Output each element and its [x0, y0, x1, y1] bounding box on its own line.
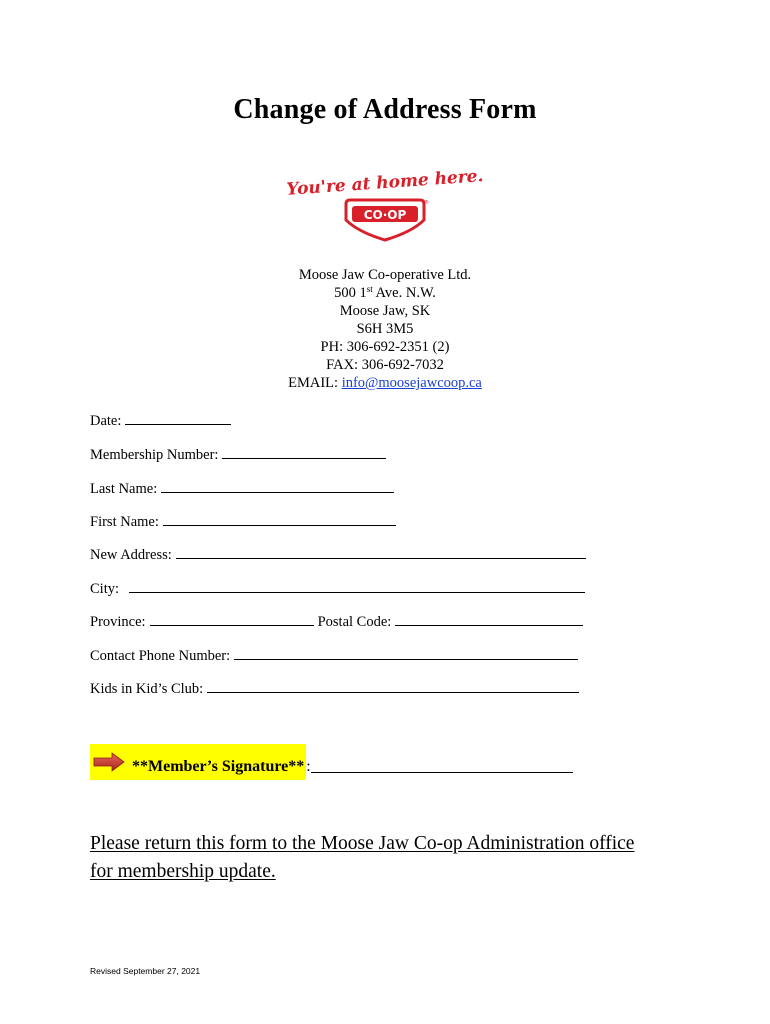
signature-label: **Member’s Signature** — [132, 758, 305, 775]
signature-field — [90, 744, 573, 780]
street-prefix: 500 1 — [334, 285, 367, 301]
fax-line: FAX: 306-692-7032 — [326, 357, 444, 373]
new-address-blank[interactable] — [176, 546, 586, 559]
contact-phone-blank[interactable] — [234, 647, 578, 660]
city-blank[interactable] — [129, 580, 585, 593]
street-address — [0, 284, 770, 302]
street-suffix: Ave. N.W. — [372, 285, 436, 301]
signature-blank[interactable] — [311, 771, 573, 773]
street-superscript: st — [366, 284, 373, 294]
kids-club-label: Kids in Kid’s Club: — [90, 681, 204, 697]
coop-badge-text: CO·OP — [363, 208, 407, 222]
new-address-label: New Address: — [90, 547, 172, 563]
contact-phone-label: Contact Phone Number: — [90, 648, 231, 664]
page-title: Change of Address Form — [233, 94, 537, 125]
city-field — [90, 580, 585, 598]
kids-club-field — [90, 680, 579, 698]
last-name-label: Last Name: — [90, 481, 158, 497]
email-label: EMAIL: — [288, 375, 342, 391]
first-name-field — [90, 513, 396, 531]
return-line-1: Please return this form to the Moose Jaw Co-op Administration office — [90, 833, 635, 854]
last-name-blank[interactable] — [161, 480, 394, 493]
first-name-label: First Name: — [90, 514, 159, 530]
organization-address — [0, 266, 770, 392]
postal-code-blank[interactable] — [395, 613, 583, 626]
coop-logo — [285, 160, 485, 242]
email-line — [0, 374, 770, 392]
email-link[interactable]: info@moosejawcoop.ca — [341, 375, 482, 391]
logo-tagline: You're at home here. — [285, 166, 485, 200]
first-name-blank[interactable] — [163, 513, 396, 526]
province-blank[interactable] — [150, 613, 314, 626]
province-label: Province: — [90, 614, 146, 630]
city-label: City: — [90, 581, 120, 597]
membership-number-blank[interactable] — [222, 446, 386, 459]
membership-number-label: Membership Number: — [90, 447, 219, 463]
date-blank[interactable] — [125, 412, 231, 425]
kids-club-blank[interactable] — [207, 680, 579, 693]
postal-code-label: Postal Code: — [317, 614, 392, 630]
phone-line: PH: 306-692-2351 (2) — [320, 339, 450, 355]
organization-name: Moose Jaw Co-operative Ltd. — [298, 267, 472, 283]
last-name-field — [90, 480, 394, 498]
revision-date: Revised September 27, 2021 — [90, 966, 201, 976]
arrow-right-icon — [92, 752, 126, 772]
registered-mark: ® — [424, 200, 429, 206]
signature-colon: : — [306, 758, 311, 775]
return-instructions — [90, 830, 690, 886]
contact-phone-field — [90, 647, 578, 665]
new-address-field — [90, 546, 586, 564]
province-postal-field — [90, 613, 583, 631]
membership-number-field — [90, 446, 386, 464]
city-line: Moose Jaw, SK — [339, 303, 431, 319]
postal-line: S6H 3M5 — [356, 321, 414, 337]
date-field — [90, 412, 231, 430]
signature-highlight — [90, 744, 306, 780]
return-line-2: for membership update. — [90, 861, 276, 882]
date-label: Date: — [90, 413, 122, 429]
